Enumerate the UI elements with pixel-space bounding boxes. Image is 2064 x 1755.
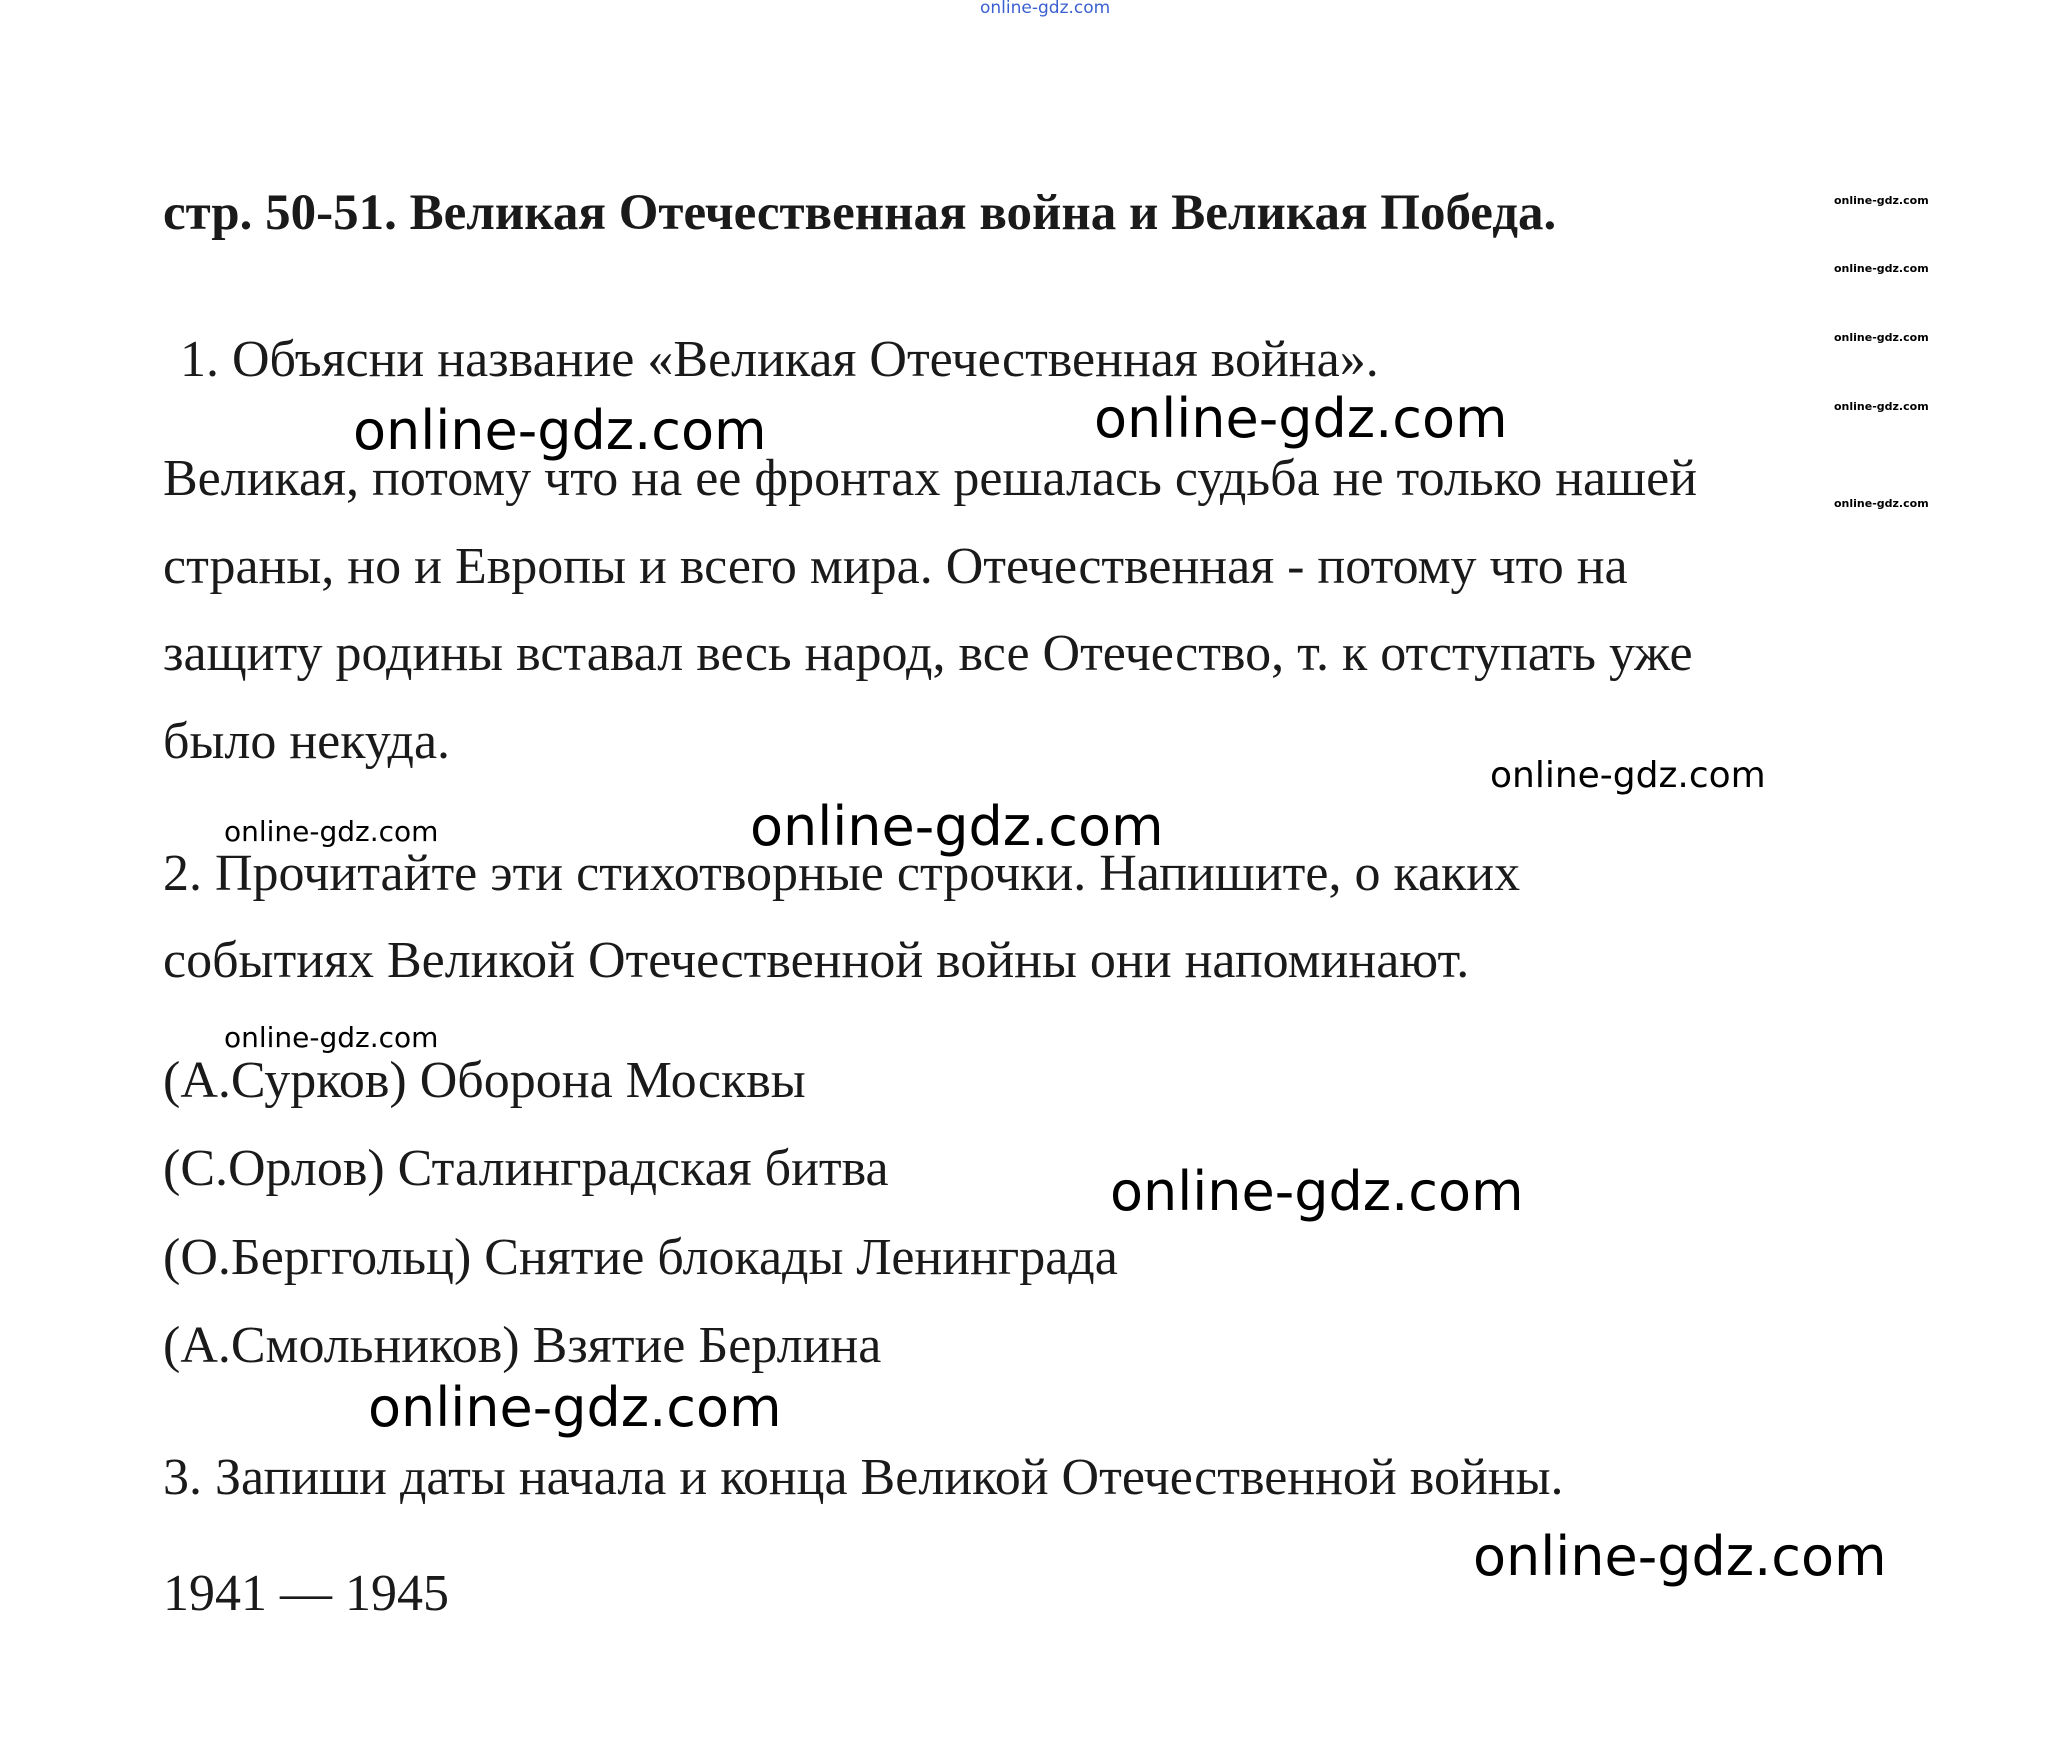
watermark-small-1: online-gdz.com	[224, 815, 439, 848]
page-title: стр. 50-51. Великая Отечественная война и Великая Победа.	[163, 185, 1557, 241]
watermark-big-2: online-gdz.com	[1094, 387, 1508, 450]
watermark-tiny-3: online-gdz.com	[1834, 331, 1929, 344]
answer-1-line-3: защиту родины вставал весь народ, все Отечество, т. к отступать уже	[163, 625, 1693, 682]
watermark-tiny-5: online-gdz.com	[1834, 497, 1929, 510]
watermark-mid-1: online-gdz.com	[1490, 755, 1766, 796]
watermark-big-4: online-gdz.com	[1110, 1160, 1524, 1223]
question-2-line-1: 2. Прочитайте эти стихотворные строчки. Напишите, о каких	[163, 845, 1521, 902]
watermark-big-6: online-gdz.com	[1473, 1525, 1887, 1588]
watermark-big-1: online-gdz.com	[353, 399, 767, 462]
answer-3: 1941 — 1945	[163, 1565, 449, 1622]
watermark-top: online-gdz.com	[980, 0, 1111, 18]
watermark-big-5: online-gdz.com	[368, 1376, 782, 1439]
watermark-small-2: online-gdz.com	[224, 1021, 439, 1054]
question-3: 3. Запиши даты начала и конца Великой Отечественной войны.	[163, 1449, 1564, 1506]
answer-1-line-1: Великая, потому что на ее фронтах решалась судьба не только нашей	[163, 450, 1698, 507]
answer-2-item-1: (А.Сурков) Оборона Москвы	[163, 1052, 806, 1109]
answer-1-line-4: было некуда.	[163, 713, 451, 770]
watermark-tiny-1: online-gdz.com	[1834, 194, 1929, 207]
question-2-line-2: событиях Великой Отечественной войны они напоминают.	[163, 932, 1470, 989]
answer-2-item-3: (О.Берггольц) Снятие блокады Ленинграда	[163, 1229, 1118, 1286]
answer-2-item-2: (С.Орлов) Сталинградская битва	[163, 1140, 889, 1197]
answer-2-item-4: (А.Смольников) Взятие Берлина	[163, 1317, 882, 1374]
watermark-big-3: online-gdz.com	[750, 795, 1164, 858]
watermark-tiny-2: online-gdz.com	[1834, 262, 1929, 275]
answer-1-line-2: страны, но и Европы и всего мира. Отечественная - потому что на	[163, 538, 1628, 595]
question-1: 1. Объясни название «Великая Отечественная война».	[180, 331, 1379, 388]
watermark-tiny-4: online-gdz.com	[1834, 400, 1929, 413]
